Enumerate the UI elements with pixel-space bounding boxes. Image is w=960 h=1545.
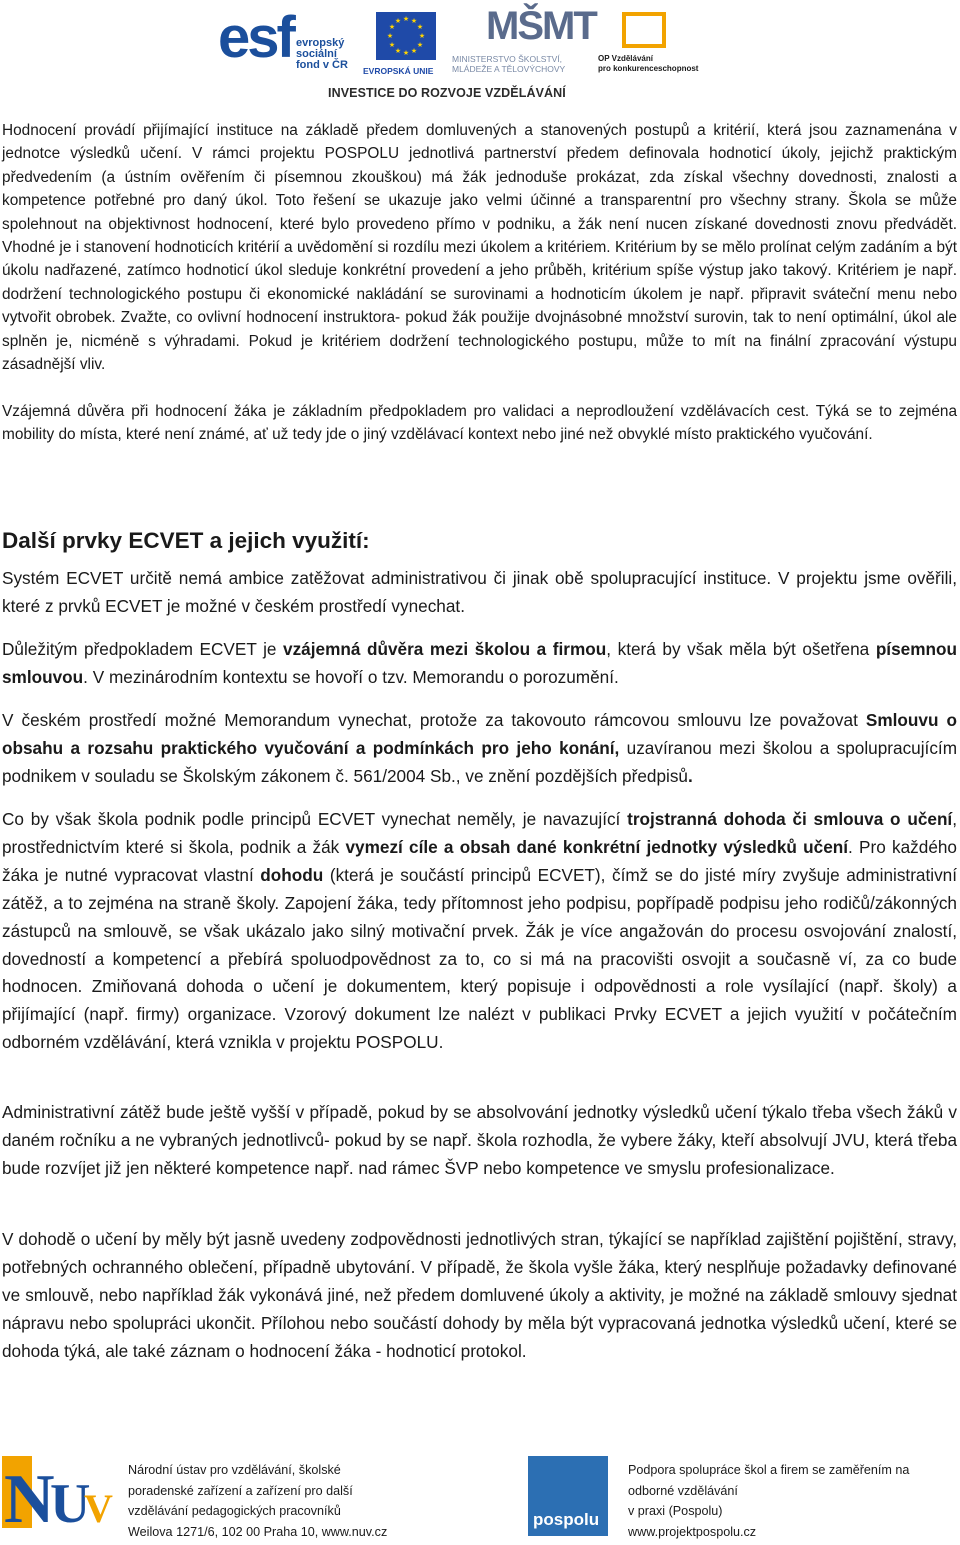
esf-logo-text: evropský sociální fond v ČR: [296, 37, 348, 71]
svg-text:★: ★: [402, 49, 410, 57]
svg-text:U: U: [50, 1473, 91, 1532]
svg-text:★: ★: [388, 23, 396, 31]
msmt-logo: MŠMT: [486, 4, 596, 48]
svg-text:★: ★: [394, 47, 402, 55]
paragraph-admin-burden: Administrativní zátěž bude ještě vyšší v případě, pokud by se absolvování jednotky výsledků učení týkalo třeba všech žáků v daném ročníku a ne vybraných jednotlivců- pokud by se např. škola rozhodla, že vybere žáky, kteří absolvují JVU, která třeba bude rozvíjet již jen některé kompetence např. nad rámec ŠVP nebo kompetence ve smyslu profesionalizace.: [2, 1102, 957, 1178]
svg-text:★: ★: [410, 47, 418, 55]
paragraph-learning-agreement: Co by však škola podnik podle principů ECVET vynechat neměly, je navazující trojstranná dohoda či smlouva o učení, prostřednictvím které si škola, podnik a žák vymezí cíle a obsah dané konkrétní jednotky výsledků učení. Pro každého žáka je nutné vypracovat vlastní dohodu (která je součástí principů ECVET), čímž se do jisté míry zvyšuje administrativní zátěž, a to zejména na straně školy. Zapojení žáka, tedy přítomnost jeho podpisu, popřípadě podpisu jeho rodičů/zákonných zástupců na smlouvě, se však ukázalo jako silný motivační prvek. Žák je více angažován do procesu osvojování znalostí, dovedností a kompetencí a přebírá spoluodpovědnost za to, co si má na pracovišti osvojit a současně ví, za co bude hodnocen. Zmiňovaná dohoda o učení je dokumentem, který popisuje i odpovědnosti a role vysílající (např. školy) a přijímající (např. firmy) organizace. Vzorový dokument lze nalézt v publikaci Prvky ECVET a jejich využití v počátečním odborném vzdělávání, která vznikla v projektu POSPOLU.: [2, 809, 957, 1053]
paragraph-ecvet-system: Systém ECVET určitě nemá ambice zatěžovat administrativou či jinak obě spolupracující instituce. V projektu jsme ověřili, které z prvků ECVET je možné v českém prostředí vynechat.: [2, 568, 957, 616]
svg-text:★: ★: [402, 15, 410, 23]
paragraph-mutual-trust-contract: Důležitým předpokladem ECVET je vzájemná důvěra mezi školou a firmou, která by však měla být ošetřena písemnou smlouvou. V mezinárodním kontextu se hovoří o tzv. Memorandu o porozumění.: [2, 639, 957, 687]
paragraph-assessment: Hodnocení provádí přijímající instituce na základě předem domluvených a stanovených postupů a kritérií, která jsou zaznamenána v jednotce výsledků učení. V rámci projektu POSPOLU jednotlivá partnerství předem definovala hodnoticí úkoly, jejichž praktickým předvedením (a ústním ověřením či písemnou zkouškou) má žák jednoduše prokázat, zda získal všechny dovednosti, znalosti a kompetence potřebné pro daný úkol. Toto řešení se ukazuje jako velmi účinné a transparentní pro všechny strany. Škola se může spolehnout na objektivnost hodnocení, které bylo provedeno přímo v podniku, a žák není nucen získané dovednosti znovu předvádět. Vhodné je i stanovení hodnoticích kritérií a uvědomění si rozdílu mezi úkolem a kritériem. Kritérium by se mělo prolínat celým zadáním a být úkolu nadřazené, zatímco hodnoticí úkol sleduje konkrétní provedení a jeho průběh, kritérium spíše výstup jako takový. Kritériem je např. dodržení technologického postupu či ekonomické nakládání se surovinami a hodnoticím úkolem je např. připravit sváteční menu nebo vytvořit obrobek. Zvažte, co ovlivní hodnocení instruktora- pokud žák použije dvojnásobné množství surovin, tak to není optimální, úkol ale splněn je, nicméně s výhradami. Pokud je kritériem dodržení technologického postupu, může to mít na finální zpracování výstupu zásadnější vliv.: [2, 122, 957, 374]
pospolu-logo-text: pospolu: [533, 1510, 600, 1529]
msmt-logo-text: MINISTERSTVO ŠKOLSTVÍ, MLÁDEŽE A TĚLOVÝCHOVY: [452, 54, 566, 74]
svg-text:★: ★: [394, 17, 402, 25]
project-info: Podpora spolupráce škol a firem se zaměřením na odborné vzdělávání v praxi (Pospolu) www.projektpospolu.cz: [628, 1463, 910, 1539]
svg-text:N: N: [4, 1461, 55, 1532]
paragraph-memorandum: V českém prostředí možné Memorandum vynechat, protože za takovouto rámcovou smlouvu lze považovat Smlouvu o obsahu a rozsahu praktického vyučování a podmínkách pro jeho konání, uzavíranou mezi školou a spolupracujícím podnikem v souladu se Školským zákonem č. 561/2004 Sb., ve znění pozdějších předpisů.: [2, 710, 958, 786]
nuv-address: Národní ústav pro vzdělávání, školské poradenské zařízení a zařízení pro další vzdělávání pedagogických pracovníků Weilova 1271/6, 102 00 Praha 10, www.nuv.cz: [128, 1463, 388, 1539]
op-logo: [622, 12, 666, 48]
svg-text:★: ★: [386, 32, 394, 40]
section-heading: Další prvky ECVET a jejich využití:: [2, 528, 370, 553]
svg-text:★: ★: [388, 41, 396, 49]
svg-text:★: ★: [416, 23, 424, 31]
paragraph-mutual-trust: Vzájemná důvěra při hodnocení žáka je základním předpokladem pro validaci a neprodloužení vzdělávacích cest. Týká se to zejména mobility do místa, které není známé, ať už tedy jde o jiný vzdělávací kontext nebo jiné než obvyklé místo praktického vyučování.: [2, 403, 957, 444]
svg-text:★: ★: [418, 32, 426, 40]
investice-tagline: INVESTICE DO ROZVOJE VZDĚLÁVÁNÍ: [328, 86, 566, 100]
paragraph-responsibilities: V dohodě o učení by měly být jasně uvedeny zodpovědnosti jednotlivých stran, týkající se například zajištění pojištění, stravy, potřebných ochranného oblečení, případně ubytování. V případě, že škola vyšle žáka, který nesplňuje požadavky definované ve smlouvě, nebo například žák vykonává jiné, než předem domluvené úkoly a aktivity, je možné na základě smlouvy sjednat nápravu nebo spolupráci ukončit. Přílohou nebo součástí dohody by měla být vypracovaná jednotka výsledků učení, které se dohoda týká, ale také záznam o hodnocení žáka - hodnoticí protokol.: [2, 1229, 957, 1361]
eu-logo-text: EVROPSKÁ UNIE: [363, 66, 434, 76]
svg-text:★: ★: [410, 17, 418, 25]
esf-logo: esf: [218, 5, 293, 70]
header-logos: [0, 0, 960, 108]
eu-flag-icon: [376, 12, 436, 60]
svg-text:★: ★: [416, 41, 424, 49]
op-logo-text: OP Vzdělávání pro konkurenceschopnost: [598, 54, 699, 73]
svg-text:V: V: [84, 1486, 113, 1531]
nuv-logo: [0, 1452, 118, 1532]
